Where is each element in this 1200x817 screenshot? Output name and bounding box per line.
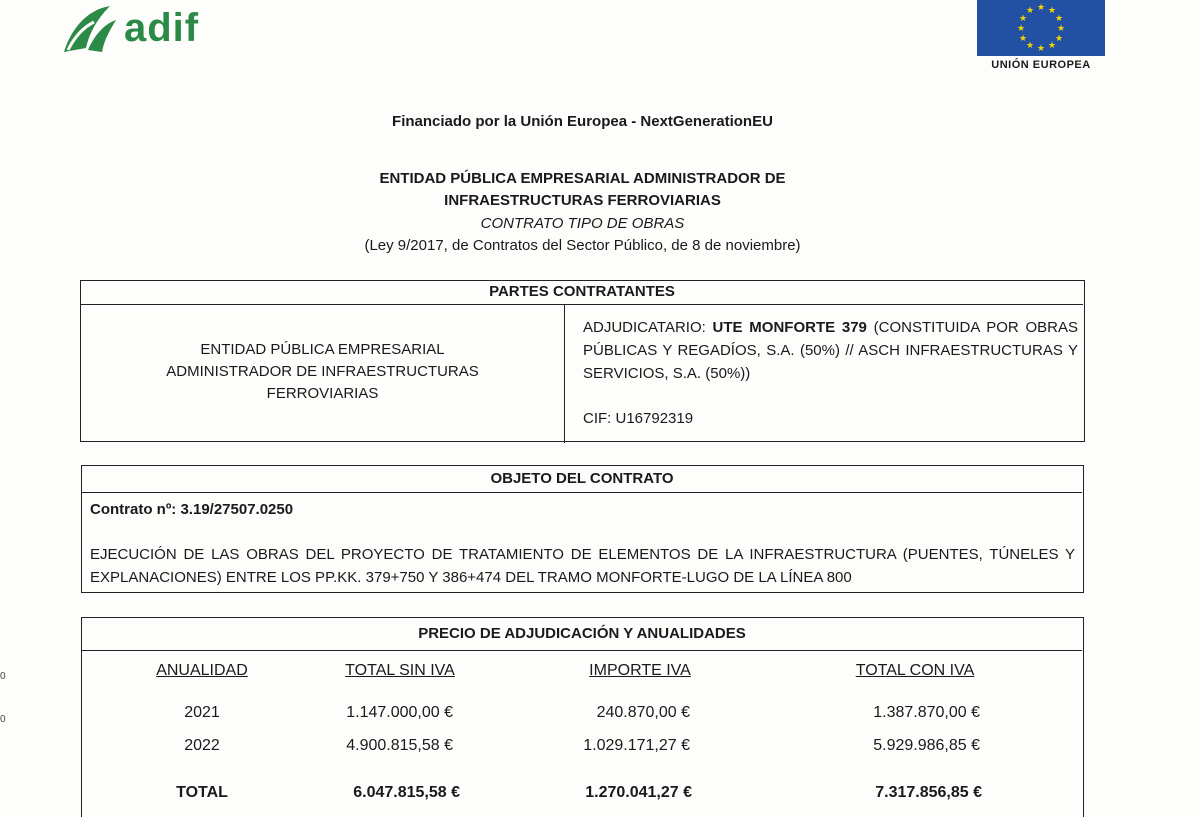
object-heading: OBJETO DEL CONTRATO: [82, 466, 1082, 493]
parties-right-cell: [583, 316, 1078, 430]
eu-flag-icon: [977, 0, 1105, 56]
svg-text:★: ★: [1018, 34, 1028, 44]
price-total-label: TOTAL: [176, 784, 228, 801]
svg-text:★: ★: [1054, 14, 1064, 24]
contractor-name: UTE MONFORTE 379: [712, 319, 867, 336]
svg-text:★: ★: [1047, 41, 1057, 51]
col-header-importe-iva: IMPORTE IVA: [589, 662, 691, 679]
price-total-sin-iva: 6.047.815,58 €: [353, 784, 460, 801]
price-row-total-con-iva: 5.929.986,85 €: [873, 737, 980, 754]
price-row-importe-iva: 1.029.171,27 €: [583, 737, 690, 754]
funding-line: Financiado por la Unión Europea - NextGenerationEU: [392, 113, 773, 130]
contractor-details: (CONSTITUIDA POR OBRAS PÚBLICAS Y REGADÍOS, S.A. (50%) // ASCH INFRAESTRUCTURAS Y SERVICIOS, S.A. (50%)): [583, 319, 1079, 382]
price-heading-rule: [82, 650, 1082, 651]
object-body: [90, 498, 1075, 589]
object-box: [81, 465, 1084, 593]
svg-text:★: ★: [1056, 24, 1066, 34]
price-heading: PRECIO DE ADJUDICACIÓN Y ANUALIDADES: [418, 625, 746, 642]
parties-heading: PARTES CONTRATANTES: [81, 281, 1083, 305]
title-line-2: INFRAESTRUCTURAS FERROVIARIAS: [444, 192, 721, 209]
price-total-con-iva: 7.317.856,85 €: [875, 784, 982, 801]
svg-text:★: ★: [1036, 44, 1046, 54]
eu-label: UNIÓN EUROPEA: [991, 59, 1091, 71]
title-line-1: ENTIDAD PÚBLICA EMPRESARIAL ADMINISTRADOR DE: [379, 170, 786, 187]
price-row-total-sin-iva: 4.900.815,58 €: [346, 737, 453, 754]
price-row-year: 2021: [184, 704, 220, 721]
parties-left-line-1: ENTIDAD PÚBLICA EMPRESARIAL: [200, 341, 445, 358]
contract-number: Contrato nº: 3.19/27507.0250: [90, 501, 294, 518]
svg-text:★: ★: [1025, 41, 1035, 51]
adif-wordmark: adif: [124, 6, 200, 50]
price-row-total-con-iva: 1.387.870,00 €: [873, 704, 980, 721]
contractor-text: [583, 316, 1078, 385]
adif-logo: [60, 2, 250, 54]
svg-text:★: ★: [1025, 6, 1035, 16]
svg-text:★: ★: [1047, 6, 1057, 16]
parties-box: [80, 280, 1085, 442]
parties-left-line-2: ADMINISTRADOR DE INFRAESTRUCTURAS: [166, 363, 479, 380]
contract-type: CONTRATO TIPO DE OBRAS: [480, 215, 685, 232]
parties-left-line-3: FERROVIARIAS: [266, 385, 379, 402]
parties-left-cell: [81, 305, 565, 443]
col-header-total-con-iva: TOTAL CON IVA: [855, 662, 975, 679]
price-row-total-sin-iva: 1.147.000,00 €: [346, 704, 453, 721]
contractor-label: ADJUDICATARIO:: [583, 319, 713, 336]
col-header-anualidad: ANUALIDAD: [156, 662, 248, 679]
contract-description: EJECUCIÓN DE LAS OBRAS DEL PROYECTO DE TRATAMIENTO DE ELEMENTOS DE LA INFRAESTRUCTURA (PUENTES, TÚNELES Y EXPLANACIONES) ENTRE LOS PP.KK. 379+750 Y 386+474 DEL TRAMO MONFORTE-LUGO DE LA LÍNEA 800: [90, 546, 1075, 586]
svg-text:★: ★: [1018, 14, 1028, 24]
svg-text:★: ★: [1054, 34, 1064, 44]
svg-text:★: ★: [1036, 3, 1046, 13]
adif-leaf-icon: [60, 2, 120, 54]
price-row-year: 2022: [184, 737, 220, 754]
price-total-importe-iva: 1.270.041,27 €: [585, 784, 692, 801]
contractor-cif: CIF: U16792319: [583, 410, 694, 427]
col-header-total-sin-iva: TOTAL SIN IVA: [345, 662, 455, 679]
price-row-importe-iva: 240.870,00 €: [596, 704, 690, 721]
law-reference: (Ley 9/2017, de Contratos del Sector Público, de 8 de noviembre): [364, 237, 801, 254]
margin-mark: 0: [0, 714, 6, 725]
svg-text:★: ★: [1016, 24, 1026, 34]
margin-mark: 0: [0, 671, 6, 682]
